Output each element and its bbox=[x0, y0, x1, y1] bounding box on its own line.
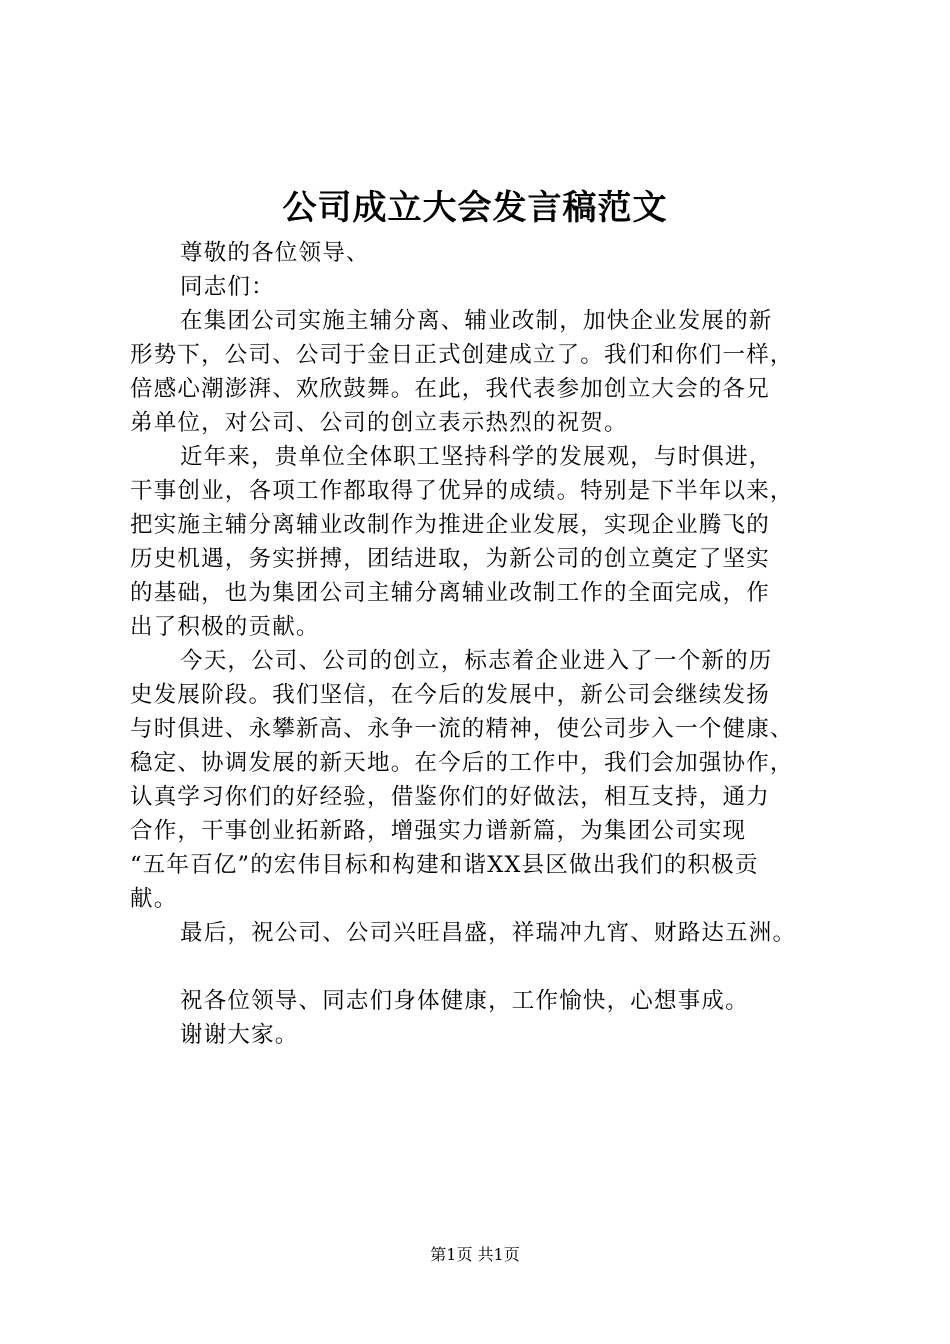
paragraph-line: 干事创业，各项工作都取得了优异的成绩。特别是下半年以来， bbox=[130, 478, 794, 504]
closing-line: 祝各位领导、同志们身体健康，工作愉快，心想事成。 bbox=[180, 988, 749, 1014]
paragraph-line: 史发展阶段。我们坚信，在今后的发展中，新公司会继续发扬 bbox=[130, 682, 770, 708]
paragraph-line: “五年百亿”的宏伟目标和构建和谐XX县区做出我们的积极贡 bbox=[130, 852, 759, 878]
paragraph-line: 今天，公司、公司的创立，标志着企业进入了一个新的历 bbox=[180, 648, 773, 674]
paragraph-line: 近年来，贵单位全体职工坚持科学的发展观，与时俱进， bbox=[180, 444, 773, 470]
paragraph-line: 稳定、协调发展的新天地。在今后的工作中，我们会加强协作， bbox=[130, 750, 794, 776]
closing-line: 谢谢大家。 bbox=[180, 1022, 299, 1048]
paragraph-2 bbox=[130, 440, 830, 644]
page-title: 公司成立大会发言稿范文 bbox=[282, 188, 668, 228]
paragraph-4 bbox=[130, 916, 830, 950]
paragraph-line: 献。 bbox=[130, 886, 178, 912]
paragraph-3 bbox=[130, 644, 830, 916]
document-body bbox=[130, 236, 830, 1052]
blank-line bbox=[130, 950, 830, 984]
paragraph-line: 认真学习你们的好经验，借鉴你们的好做法，相互支持，通力 bbox=[130, 784, 770, 810]
paragraph-line: 在集团公司实施主辅分离、辅业改制，加快企业发展的新 bbox=[180, 308, 773, 334]
page-footer: 第1页 共1页 bbox=[430, 1245, 520, 1264]
paragraph-line: 弟单位，对公司、公司的创立表示热烈的祝贺。 bbox=[130, 410, 628, 436]
paragraph-line: 倍感心潮澎湃、欢欣鼓舞。在此，我代表参加创立大会的各兄 bbox=[130, 376, 770, 402]
paragraph-line: 出了积极的贡献。 bbox=[130, 614, 320, 640]
paragraph-line: 与时俱进、永攀新高、永争一流的精神，使公司步入一个健康、 bbox=[130, 716, 794, 742]
paragraph-line: 历史机遇，务实拼搏，团结进取，为新公司的创立奠定了坚实 bbox=[130, 546, 770, 572]
paragraph-line: 形势下，公司、公司于金日正式创建成立了。我们和你们一样， bbox=[130, 342, 794, 368]
paragraph-line: 最后，祝公司、公司兴旺昌盛，祥瑞冲九宵、财路达五洲。 bbox=[180, 920, 797, 946]
salutation-line: 尊敬的各位领导、 bbox=[180, 240, 370, 266]
paragraph-line: 的基础，也为集团公司主辅分离辅业改制工作的全面完成，作 bbox=[130, 580, 770, 606]
salutation-line: 同志们： bbox=[180, 274, 275, 300]
paragraph-line: 合作，干事创业拓新路，增强实力谱新篇，为集团公司实现 bbox=[130, 818, 747, 844]
paragraph-1 bbox=[130, 304, 830, 440]
paragraph-line: 把实施主辅分离辅业改制作为推进企业发展，实现企业腾飞的 bbox=[130, 512, 770, 538]
